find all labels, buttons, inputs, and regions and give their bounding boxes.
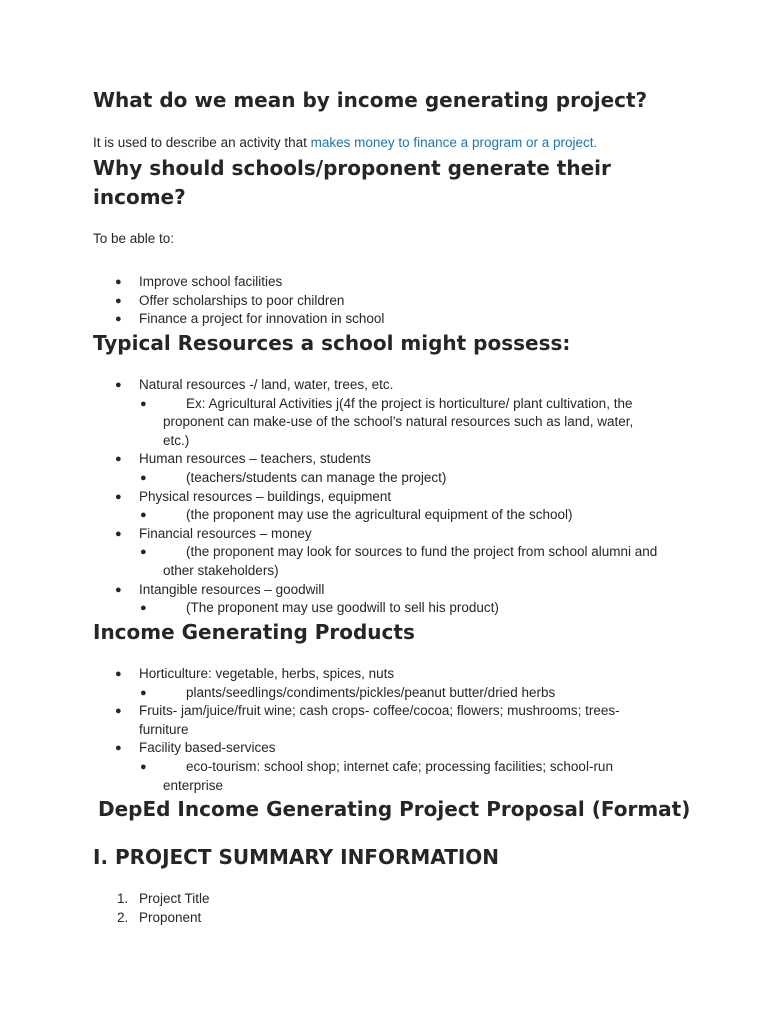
products-list bbox=[93, 665, 693, 795]
bullet-icon: ● bbox=[140, 509, 147, 522]
list-item-text: Horticulture: vegetable, herbs, spices, nuts bbox=[139, 666, 395, 681]
list-item-text: Finance a project for innovation in school bbox=[139, 311, 385, 327]
summary-item-text: Proponent bbox=[139, 909, 202, 925]
list-item bbox=[93, 310, 693, 329]
intro-paragraph bbox=[93, 135, 597, 150]
bullet-icon: ● bbox=[140, 760, 147, 773]
bullet-icon: ● bbox=[140, 686, 147, 699]
to-be-able-text: To be able to: bbox=[93, 231, 175, 246]
list-item bbox=[93, 525, 693, 544]
sub-list-item bbox=[93, 758, 663, 795]
bullet-icon: ● bbox=[115, 453, 122, 466]
sub-list-item bbox=[93, 684, 663, 703]
sub-list-item-text: (The proponent may use goodwill to sell his product) bbox=[186, 600, 499, 616]
sub-list-item bbox=[93, 506, 663, 525]
bullet-icon: ● bbox=[115, 705, 122, 718]
bullet-icon: ● bbox=[140, 471, 147, 484]
bullet-icon: ● bbox=[115, 276, 122, 288]
reasons-list bbox=[93, 273, 693, 329]
list-item-text: Human resources – teachers, students bbox=[139, 451, 371, 467]
bullet-icon: ● bbox=[140, 602, 147, 615]
list-item-text: Facility based-services bbox=[139, 740, 276, 756]
list-item bbox=[93, 450, 693, 469]
list-item-text: Natural resources -/ land, water, trees, etc. bbox=[139, 377, 394, 392]
list-item bbox=[93, 665, 693, 684]
list-item bbox=[93, 739, 693, 758]
list-item-text: Improve school facilities bbox=[139, 274, 283, 289]
list-item bbox=[93, 273, 693, 292]
bullet-icon: ● bbox=[115, 742, 122, 755]
sub-list-item-text: plants/seedlings/condiments/pickles/peanut butter/dried herbs bbox=[186, 684, 556, 700]
bullet-icon: ● bbox=[115, 527, 122, 540]
sub-list-item bbox=[93, 469, 663, 488]
sub-list-item bbox=[93, 599, 663, 618]
sub-list-item bbox=[93, 395, 663, 451]
heading-income-generating-products: Income Generating Products bbox=[93, 620, 415, 644]
sub-list-item-text: (teachers/students can manage the project) bbox=[186, 469, 447, 485]
summary-item bbox=[93, 909, 693, 928]
bullet-icon: ● bbox=[140, 546, 147, 559]
summary-list bbox=[93, 890, 693, 927]
list-number: 2. bbox=[117, 909, 129, 925]
sub-list-item bbox=[93, 543, 663, 580]
list-item-text: Intangible resources – goodwill bbox=[139, 581, 325, 597]
list-item bbox=[93, 581, 693, 600]
intro-text: It is used to describe an activity that bbox=[93, 135, 311, 150]
bullet-icon: ● bbox=[115, 583, 122, 596]
list-item-text: Offer scholarships to poor children bbox=[139, 292, 345, 308]
heading-income-generating-project: What do we mean by income generating project? bbox=[93, 88, 648, 112]
sub-list-item-text: Ex: Agricultural Activities j(4f the project is horticulture/ plant cultivation, the proponent can make-use of the school’s natural resources such as land, water, etc.) bbox=[163, 395, 634, 448]
resources-list bbox=[93, 376, 693, 618]
list-item bbox=[93, 376, 693, 395]
bullet-icon: ● bbox=[115, 490, 122, 503]
bullet-icon: ● bbox=[115, 313, 122, 326]
list-item bbox=[93, 292, 693, 311]
heading-typical-resources: Typical Resources a school might possess: bbox=[93, 331, 571, 355]
sub-list-item-text: (the proponent may use the agricultural equipment of the school) bbox=[186, 507, 573, 523]
sub-list-item-text: (the proponent may look for sources to fund the project from school alumni and other stakeholders) bbox=[163, 544, 658, 578]
bullet-icon: ● bbox=[115, 379, 122, 391]
bullet-icon: ● bbox=[140, 397, 147, 410]
bullet-icon: ● bbox=[115, 294, 122, 307]
summary-item-text: Project Title bbox=[139, 891, 210, 906]
heading-deped-proposal-format: DepEd Income Generating Project Proposal (Format) bbox=[98, 797, 691, 821]
list-number: 1. bbox=[117, 891, 129, 906]
heading-why-generate-income: Why should schools/proponent generate their income? bbox=[93, 156, 611, 209]
list-item bbox=[93, 702, 693, 739]
list-item-text: Physical resources – buildings, equipment bbox=[139, 488, 392, 504]
list-item-text: Fruits- jam/juice/fruit wine; cash crops- coffee/cocoa; flowers; mushrooms; trees- furniture bbox=[139, 703, 620, 737]
heading-project-summary: I. PROJECT SUMMARY INFORMATION bbox=[93, 845, 500, 869]
sub-list-item-text: eco-tourism: school shop; internet cafe; processing facilities; school-run enterprise bbox=[163, 758, 613, 793]
intro-link[interactable]: makes money to finance a program or a project. bbox=[310, 135, 598, 150]
list-item bbox=[93, 488, 693, 507]
bullet-icon: ● bbox=[115, 668, 122, 680]
list-item-text: Financial resources – money bbox=[139, 525, 312, 541]
summary-item bbox=[93, 890, 693, 909]
